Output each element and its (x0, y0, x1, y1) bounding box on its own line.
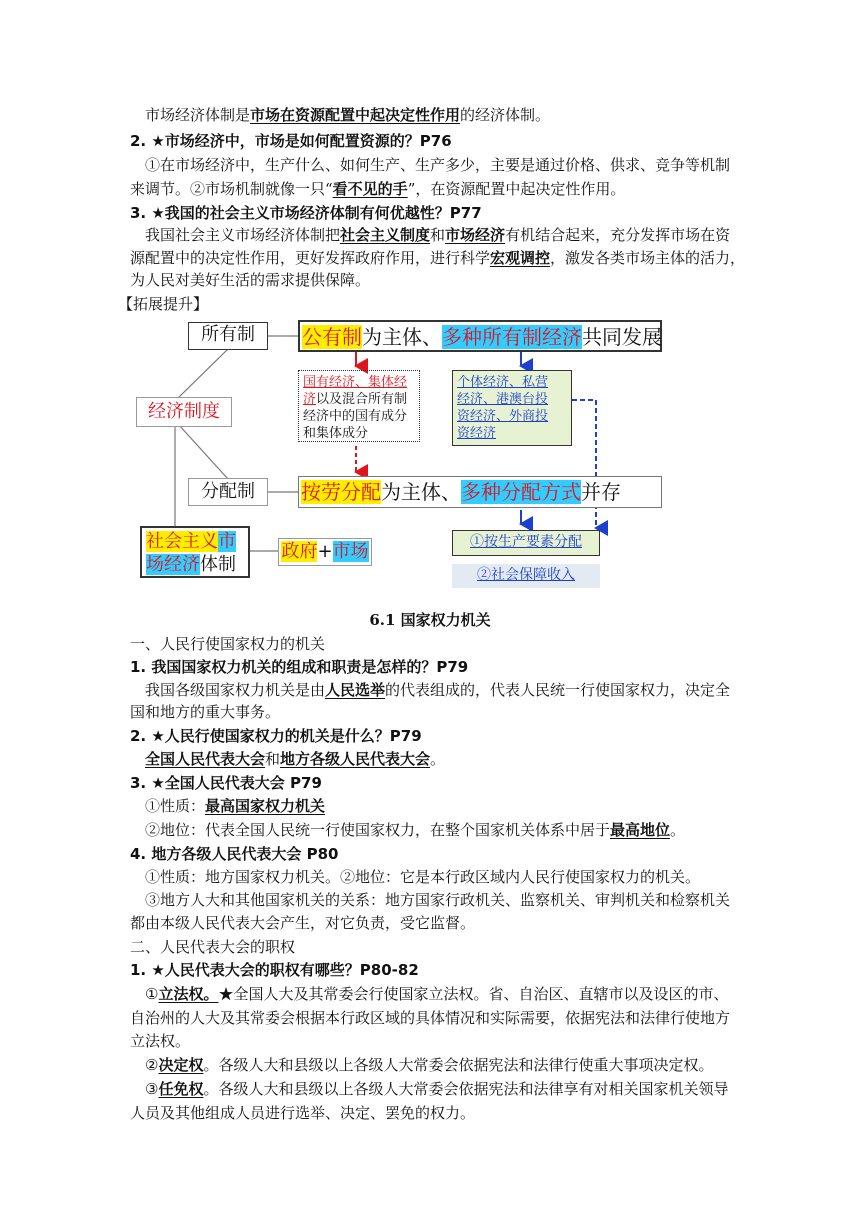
key-term: 人民选举 (325, 681, 386, 699)
distribution-main-box: 按劳分配为主体、多种分配方式并存 (298, 476, 662, 508)
answer-line: ①立法权。★全国人大及其常委会行使国家立法权。省、自治区、直辖市以及设区的市、 (145, 985, 729, 1003)
answer-line: ①性质：最高国家权力机关 (145, 797, 326, 815)
answer-line: ③任免权。各级人大和县级以上各级人大常委会依据宪法和法律享有对相关国家机关领导 (145, 1080, 729, 1098)
answer-line: 国和地方的重大事务。 (130, 703, 281, 721)
answer-line: 都由本级人民代表大会产生，对它负责，受它监督。 (130, 914, 476, 932)
answer-line: ①在市场经济中，生产什么、如何生产、生产多少，主要是通过价格、供求、竞争等机制 (145, 156, 731, 174)
ownership-main-box: 公有制为主体、多种所有制经济共同发展 (298, 320, 662, 352)
diagram-connectors (0, 0, 860, 600)
answer-line: ①性质：地方国家权力机关。②地位：它是本行政区域内人民行使国家权力的机关。 (145, 868, 701, 886)
expand-label: 【拓展提升】 (118, 295, 209, 313)
key-term: 最高地位 (610, 821, 671, 839)
social-security-box: ②社会保障收入 (452, 564, 600, 588)
answer-line: 来调节。②市场机制就像一只“看不见的手”，在资源配置中起决定性作用。 (130, 180, 626, 198)
answer-line: 全国人民代表大会和地方各级人民代表大会。 (145, 750, 446, 768)
key-term: 全国人民代表大会 (145, 750, 266, 768)
key-term: 地方各级人民代表大会 (280, 750, 431, 768)
answer-line: 为人民对美好生活的需求提供保障。 (130, 271, 371, 289)
distribution-box: 分配制 (188, 478, 268, 506)
ownership-box: 所有制 (188, 322, 268, 350)
question-heading: 3. ★我国的社会主义市场经济体制有何优越性？P77 (130, 204, 482, 222)
key-term: 市场经济 (445, 226, 506, 244)
key-term: 社会主义制度 (340, 226, 431, 244)
question-heading: 1. 我国国家权力机关的组成和职责是怎样的？P79 (130, 658, 469, 676)
key-term: 市场在资源配置中起决定性作用 (250, 106, 461, 124)
socialist-market-box: 社会主义市 场经济体制 (140, 526, 250, 578)
answer-line: 我国社会主义市场经济体制把社会主义制度和市场经济有机结合起来，充分发挥市场在资 (145, 226, 731, 244)
paragraph-market-economy: 市场经济体制是市场在资源配置中起决定性作用的经济体制。 (145, 106, 551, 124)
answer-line: 源配置中的决定性作用，更好发挥政府作用，进行科学宏观调控，激发各类市场主体的活力， (130, 249, 746, 267)
key-term: 立法权。 (158, 985, 219, 1003)
answer-line: ②地位：代表全国人民统一行使国家权力，在整个国家机关体系中居于最高地位。 (145, 821, 686, 839)
answer-line: 我国各级国家权力机关是由人民选举的代表组成的，代表人民统一行使国家权力，决定全 (145, 681, 731, 699)
question-heading: 2. ★市场经济中，市场是如何配置资源的？P76 (130, 132, 452, 150)
section-title: 6.1 国家权力机关 (369, 611, 491, 629)
key-term: 宏观调控 (490, 249, 551, 267)
public-ownership-box: 国有经济、集体经 济以及混合所有制 经济中的国有成分 和集体成分 (298, 370, 420, 442)
question-heading: 2. ★人民行使国家权力的机关是什么？P79 (130, 727, 422, 745)
answer-line: 自治州的人大及其常委会根据本行政区域的具体情况和实际需要，依据宪法和法律行使地方 (130, 1009, 731, 1027)
answer-line: ②决定权。各级人大和县级以上各级人大常委会依据宪法和法律行使重大事项决定权。 (145, 1056, 714, 1074)
key-term: 决定权 (158, 1056, 204, 1074)
econ-system-box: 经济制度 (136, 397, 232, 427)
key-term: 任免权 (158, 1080, 204, 1098)
non-public-ownership-box: 个体经济、私营 经济、港澳台投 资经济、外商投 资经济 (452, 370, 572, 446)
key-term: 最高国家权力机关 (205, 797, 326, 815)
question-heading: 3. ★全国人民代表大会 P79 (130, 774, 322, 792)
answer-line: 立法权。 (130, 1032, 191, 1050)
factor-distribution-box: ①按生产要素分配 (452, 530, 600, 556)
key-term: 看不见的手 (332, 180, 408, 198)
subsection-heading: 二、人民代表大会的职权 (130, 938, 296, 956)
gov-market-box: 政府+市场 (278, 538, 372, 566)
answer-line: 人员及其他组成人员进行选举、决定、罢免的权力。 (130, 1104, 476, 1122)
subsection-heading: 一、人民行使国家权力的机关 (130, 635, 326, 653)
question-heading: 4. 地方各级人民代表大会 P80 (130, 845, 339, 863)
question-heading: 1. ★人民代表大会的职权有哪些？P80-82 (130, 961, 419, 979)
answer-line: ③地方人大和其他国家机关的关系：地方国家行政机关、监察机关、审判机关和检察机关 (145, 891, 731, 909)
